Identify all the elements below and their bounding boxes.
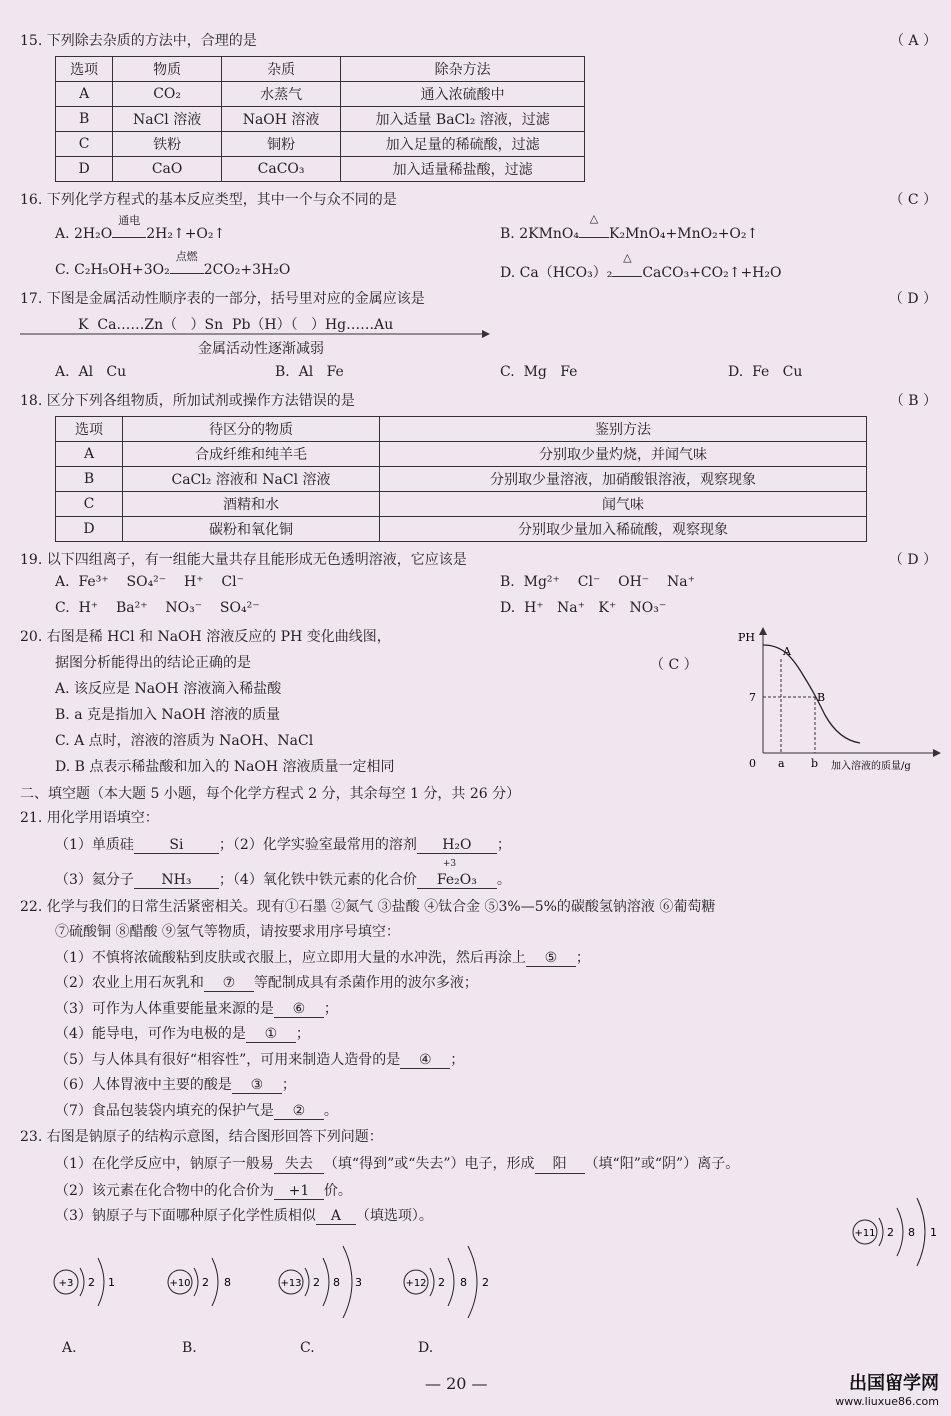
q21-answer-4 [417,859,497,889]
table-cell: 分别取少量溶液，加硝酸银溶液，观察现象 [380,467,867,492]
q22-blank: ⑦ [204,975,254,992]
equation-right: CaCO₃+CO₂↑+H₂O [642,265,782,281]
shell-electrons: 2 [438,1276,445,1289]
q21-line-1 [55,834,511,854]
q23-prompt: （1）在化学反应中，钠原子一般易 [55,1156,274,1172]
shell-electrons: 2 [887,1226,894,1239]
q23-prompt: （填“得到”或“失去”）电子，形成 [323,1156,535,1172]
y-axis-arrow [759,627,767,635]
table-header: 选项 [56,417,123,442]
q23-prompt: （填选项）。 [355,1208,433,1224]
shell-electrons: 1 [108,1276,115,1289]
table-cell: D [56,157,113,182]
q17-option-b: B. Al Fe [275,364,344,380]
q22-sub-7 [55,1100,338,1120]
table-cell: 闻气味 [380,492,867,517]
q23-sub-2 [55,1180,352,1200]
q21-answer-2: H₂O [417,837,497,854]
q19-option-b: B. Mg²⁺ Cl⁻ OH⁻ Na⁺ [500,574,695,590]
electron-shell [80,1268,84,1296]
table-row [56,157,585,182]
atom-option-c [273,1232,383,1328]
q21-punct-2: 。 [496,872,511,888]
equation-condition: △ [623,251,632,264]
electron-shell [468,1246,477,1318]
q20-option-a: A. 该反应是 NaOH 溶液滴入稀盐酸 [55,681,282,697]
page-number: — 20 — [425,1374,488,1393]
q20-stem-2: 据图分析能得出的结论正确的是 [55,655,251,671]
table-cell: NaCl 溶液 [113,107,222,132]
equation-condition: 点燃 [175,250,198,263]
shell-electrons: 1 [930,1226,937,1239]
q21-line-2 [55,859,511,889]
table-header-row [56,57,585,82]
table-cell: C [56,492,123,517]
table-row [56,492,867,517]
q17-answer: （ D ） [888,291,937,307]
nucleus-charge: +10 [169,1278,191,1289]
table-row [56,107,585,132]
q22-prompt: （4）能导电，可作为电极的是 [55,1026,246,1042]
q22-punct: ； [575,950,590,966]
table-row [56,517,867,542]
graph-zero-label: 0 [749,757,756,770]
shell-electrons: 3 [355,1276,362,1289]
table-cell: B [56,467,123,492]
q23-prompt: （2）该元素在化合物中的化合价为 [55,1183,274,1199]
atom-option-d [398,1232,508,1328]
electron-shell [430,1268,434,1296]
equation-right: 2CO₂+3H₂O [203,262,291,278]
equation-condition: 通电 [118,214,141,227]
q23-prompt: （3）钠原子与下面哪种原子化学性质相似 [55,1208,316,1224]
nucleus-charge: +11 [854,1228,876,1239]
option-a-label: A. [62,1340,77,1356]
table-header: 杂质 [221,57,340,82]
atom-option-a [48,1240,138,1320]
atom-option-b [162,1240,262,1320]
section-2-title: 二、填空题（本大题 5 小题，每个化学方程式 2 分，其余每空 1 分，共 26 分） [20,786,521,802]
site-watermark [835,1369,939,1408]
q16-option-d [500,251,782,282]
q21-punct-1: ； [496,837,511,853]
graph-b-label: b [811,757,819,770]
q21-prompt-1: （1）单质硅 [55,837,134,853]
shell-electrons: 8 [908,1226,915,1239]
table-cell: CaO [113,157,222,182]
q18-table [55,416,867,542]
shell-electrons: 8 [460,1276,467,1289]
graph-ylabel: PH [738,631,755,644]
nucleus-charge: +12 [405,1278,427,1289]
q21-prompt-2: ；（2）化学实验室最常用的溶剂 [218,837,417,853]
table-cell: CaCl₂ 溶液和 NaCl 溶液 [123,467,380,492]
q20-stem: 20. 右图是稀 HCl 和 NaOH 溶液反应的 PH 变化曲线图， [20,629,391,645]
table-cell: 分别取少量加入稀硫酸，观察现象 [380,517,867,542]
table-header-row [56,417,867,442]
q15-answer: （ A ） [889,33,937,49]
table-cell: 水蒸气 [221,82,340,107]
ph-curve-graph [735,625,945,775]
q23-stem: 23. 右图是钠原子的结构示意图，结合图形回答下列问题： [20,1129,383,1145]
q22-blank: ② [274,1103,324,1120]
equation-left: Ca（HCO₃）₂ [519,265,613,281]
q17-stem: 17. 下图是金属活动性顺序表的一部分，括号里对应的金属应该是 [20,291,425,307]
q22-blank: ③ [232,1077,282,1094]
q22-sub-5 [55,1049,464,1069]
q19-option-c: C. H⁺ Ba²⁺ NO₃⁻ SO₄²⁻ [55,600,260,616]
table-row [56,442,867,467]
q22-stem-2: ⑦硫酸铜 ⑧醋酸 ⑨氢气等物质，请按要求用序号填空： [55,924,400,940]
table-cell: 加入适量稀盐酸，过滤 [341,157,585,182]
q16-option-a [55,214,226,242]
equation-right: 2H₂↑+O₂↑ [146,226,226,242]
q17-option-d: D. Fe Cu [728,364,803,380]
site-url: www.liuxue86.com [835,1395,939,1408]
q22-blank: ⑥ [274,1001,324,1018]
table-cell: A [56,442,123,467]
q20-option-c: C. A 点时，溶液的溶质为 NaOH、NaCl [55,733,314,749]
q17-metal-series: K Ca……Zn（ ）Sn Pb（H）（ ）Hg……Au [78,317,394,333]
nucleus-charge: +3 [58,1278,74,1289]
graph-seven-label: 7 [749,691,756,704]
table-cell: CO₂ [113,82,222,107]
q22-prompt: （1）不慎将浓硫酸粘到皮肤或衣服上，应立即用大量的水冲洗，然后再涂上 [55,950,526,966]
table-cell: A [56,82,113,107]
q22-prompt: （6）人体胃液中主要的酸是 [55,1077,232,1093]
table-header: 选项 [56,57,113,82]
electron-shell [305,1268,309,1296]
q19-option-d: D. H⁺ Na⁺ K⁺ NO₃⁻ [500,600,667,616]
option-d-label: D. [418,1340,434,1356]
graph-point-a: A [783,645,791,658]
ph-curve [763,645,860,743]
q21-answer-3: NH₃ [134,872,219,889]
q20-option-d: D. B 点表示稀盐酸和加入的 NaOH 溶液质量一定相同 [55,759,395,775]
table-cell: C [56,132,113,157]
q22-punct: ； [281,1077,296,1093]
q22-blank: ⑤ [526,950,576,967]
table-cell: 分别取少量灼烧，并闻气味 [380,442,867,467]
q22-sub-6 [55,1074,296,1094]
q22-punct: ； [323,1001,338,1017]
q23-blank-3: +1 [274,1183,324,1200]
table-header: 鉴别方法 [380,417,867,442]
q22-punct: ； [450,1052,465,1068]
q19-stem: 19. 以下四组离子，有一组能大量共存且能形成无色透明溶液，它应该是 [20,552,467,568]
graph-xlabel: 加入溶液的质量/g [831,761,911,772]
option-label: C. [55,262,70,278]
q20-answer: （ C ） [650,657,698,673]
q23-blank-2: 阳 [535,1153,585,1174]
table-header: 待区分的物质 [123,417,380,442]
table-cell: 碳粉和氧化铜 [123,517,380,542]
electron-shell [212,1258,218,1306]
electron-shell [879,1218,883,1246]
nucleus-charge: +13 [280,1278,302,1289]
q19-option-a: A. Fe³⁺ SO₄²⁻ H⁺ Cl⁻ [55,574,244,590]
table-row [56,467,867,492]
q17-option-a: A. Al Cu [55,364,127,380]
q22-prompt: （5）与人体具有很好“相容性”，可用来制造人造骨的是 [55,1052,401,1068]
option-label: B. [500,226,515,242]
q22-prompt: （7）食品包装袋内填充的保护气是 [55,1103,274,1119]
electron-shell [897,1208,903,1256]
q22-prompt: （2）农业上用石灰乳和 [55,975,204,991]
table-cell: 铁粉 [113,132,222,157]
table-cell: 铜粉 [221,132,340,157]
option-label: D. [500,265,516,281]
q21-answer-1: Si [134,837,219,854]
option-c-label: C. [300,1340,315,1356]
q18-answer: （ B ） [889,393,937,409]
q23-blank-1: 失去 [274,1153,324,1174]
q22-prompt: （3）可作为人体重要能量来源的是 [55,1001,274,1017]
q20-option-b: B. a 克是指加入 NaOH 溶液的质量 [55,707,281,723]
sodium-atom-diagram [845,1190,951,1270]
q15-table [55,56,585,182]
shell-electrons: 2 [313,1276,320,1289]
table-cell: 加入适量 BaCl₂ 溶液，过滤 [341,107,585,132]
table-row [56,82,585,107]
shell-electrons: 8 [224,1276,231,1289]
equation-condition: △ [589,212,599,225]
table-cell: NaOH 溶液 [221,107,340,132]
q21-prompt-4: ；（4）氧化铁中铁元素的化合价 [218,872,417,888]
q22-punct: ； [295,1026,310,1042]
shell-electrons: 2 [88,1276,95,1289]
option-label: A. [55,226,70,242]
electron-shell [323,1258,329,1306]
table-cell: B [56,107,113,132]
table-header: 物质 [113,57,222,82]
shell-electrons: 2 [202,1276,209,1289]
table-row [56,132,585,157]
q23-sub-1 [55,1153,739,1174]
q23-prompt: （填“阳”或“阴”）离子。 [584,1156,740,1172]
q23-blank-4: A [316,1208,356,1225]
q22-blank: ① [246,1026,296,1043]
electron-shell [917,1198,925,1266]
shell-electrons: 2 [482,1276,489,1289]
electron-shell [343,1246,352,1318]
table-cell: 合成纤维和纯羊毛 [123,442,380,467]
shell-electrons: 8 [333,1276,340,1289]
equation-right: K₂MnO₄+MnO₂+O₂↑ [609,226,759,242]
option-b-label: B. [182,1340,197,1356]
q16-option-c [55,250,291,278]
q16-option-b [500,212,759,242]
q17-arrow-label: 金属活动性逐渐减弱 [198,341,324,357]
site-name: 出国留学网 [849,1373,939,1394]
q22-sub-2 [55,972,478,992]
electron-shell [448,1258,454,1306]
table-cell: 通入浓硫酸中 [341,82,585,107]
q17-option-c: C. Mg Fe [500,364,578,380]
equation-left: 2KMnO₄ [519,226,580,242]
x-axis-arrow [933,749,941,757]
q18-stem: 18. 区分下列各组物质，所加试剂或操作方法错误的是 [20,393,355,409]
q22-stem: 22. 化学与我们的日常生活紧密相关。现有①石墨 ②氮气 ③盐酸 ④钛合金 ⑤3%—5%的碳酸氢钠溶液 ⑥葡萄糖 [20,899,716,915]
q16-answer: （ C ） [889,192,937,208]
table-cell: 酒精和水 [123,492,380,517]
q23-prompt: 价。 [323,1183,352,1199]
q21-stem: 21. 用化学用语填空： [20,810,159,826]
valence-mark: +3 [442,859,457,869]
table-cell: CaCO₃ [221,157,340,182]
q22-sub-3 [55,998,338,1018]
graph-a-label: a [778,757,785,770]
q23-sub-3 [55,1205,433,1225]
equation-left: C₂H₅OH+3O₂ [74,262,170,278]
q21-answer-4-formula: Fe₂O₃ [436,872,477,888]
q22-sub-1 [55,947,590,967]
q19-answer: （ D ） [888,552,937,568]
q22-punct: 。 [323,1103,338,1119]
q15-stem: 15. 下列除去杂质的方法中，合理的是 [20,33,257,49]
electron-shell [194,1268,198,1296]
table-cell: D [56,517,123,542]
electron-shell [98,1258,104,1306]
q22-sub-4 [55,1023,310,1043]
equation-left: 2H₂O [74,226,113,242]
table-header: 除杂方法 [341,57,585,82]
graph-point-b: B [817,691,826,704]
q22-punct: 等配制成具有杀菌作用的波尔多液； [253,975,478,991]
q21-prompt-3: （3）氦分子 [55,872,134,888]
q16-stem: 16. 下列化学方程式的基本反应类型，其中一个与众不同的是 [20,192,397,208]
table-cell: 加入足量的稀硫酸，过滤 [341,132,585,157]
q22-blank: ④ [400,1052,450,1069]
